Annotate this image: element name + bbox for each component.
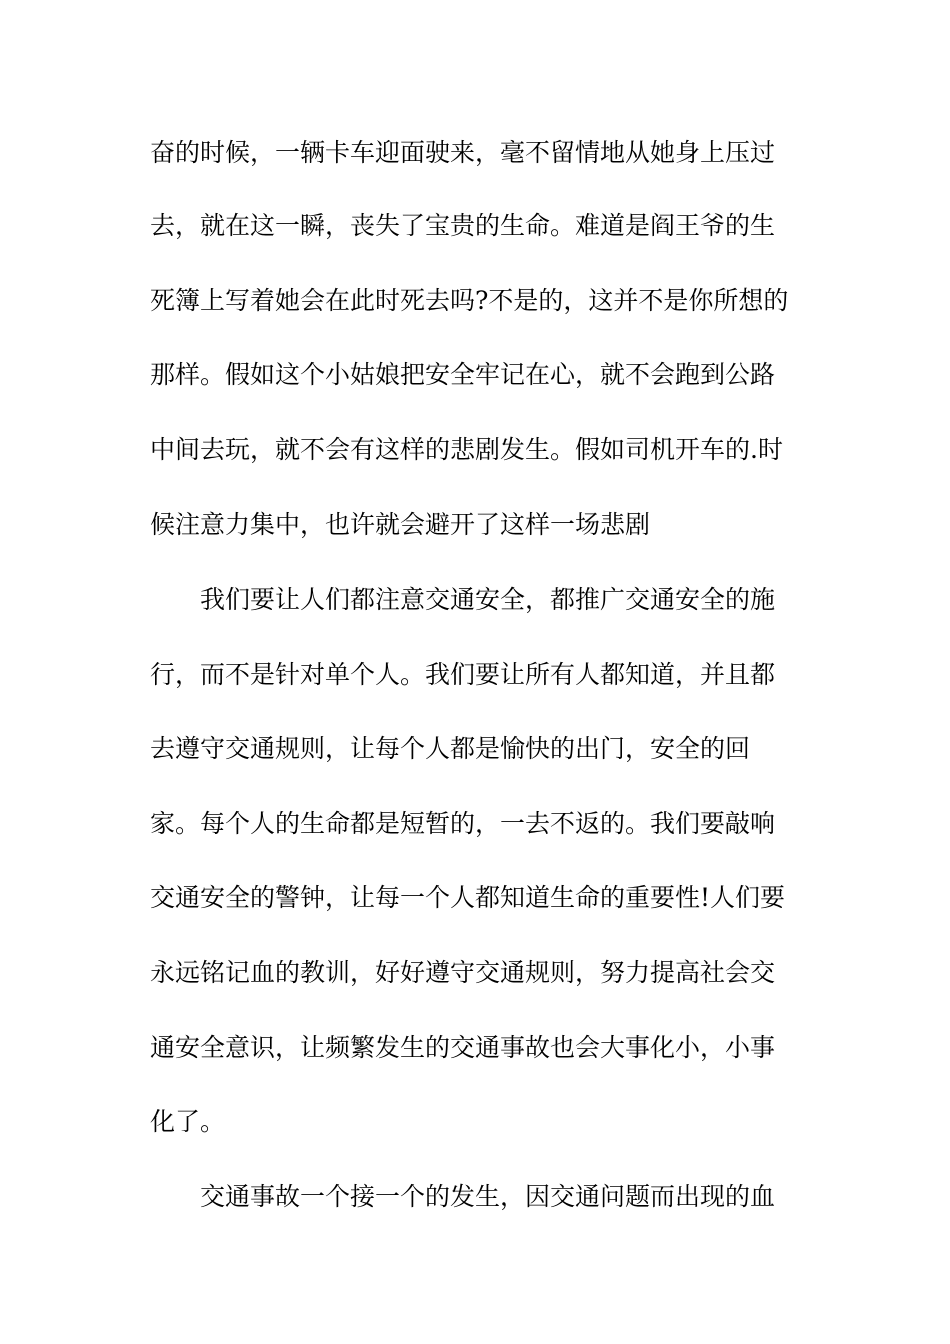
text-line: 家。每个人的生命都是短暂的，一去不返的。我们要敲响 [150, 809, 776, 838]
text-line: 去遵守交通规则，让每个人都是愉快的出门，安全的回 [150, 734, 751, 763]
text-line: 中间去玩，就不会有这样的悲剧发生。假如司机开车的.时 [150, 435, 783, 464]
paragraph-start-line: 我们要让人们都注意交通安全，都推广交通安全的施 [200, 585, 776, 614]
text-line: 化了。 [150, 1107, 226, 1136]
text-line: 那样。假如这个小姑娘把安全牢记在心，就不会跑到公路 [150, 360, 776, 389]
text-line: 交通安全的警钟，让每一个人都知道生命的重要性!人们要 [150, 883, 786, 912]
text-line: 候注意力集中，也许就会避开了这样一场悲剧 [150, 510, 651, 539]
paragraph-start-line: 交通事故一个接一个的发生，因交通问题而出现的血 [200, 1182, 776, 1211]
text-line: 去，就在这一瞬，丧失了宝贵的生命。难道是阎王爷的生 [150, 211, 776, 240]
text-line: 通安全意识，让频繁发生的交通事故也会大事化小，小事 [150, 1033, 776, 1062]
text-line: 死簿上写着她会在此时死去吗?不是的，这并不是你所想的 [150, 286, 789, 315]
text-line: 奋的时候，一辆卡车迎面驶来，毫不留情地从她身上压过 [150, 138, 776, 167]
text-line: 行，而不是针对单个人。我们要让所有人都知道，并且都 [150, 660, 776, 689]
text-line: 永远铭记血的教训，好好遵守交通规则，努力提高社会交 [150, 958, 776, 987]
